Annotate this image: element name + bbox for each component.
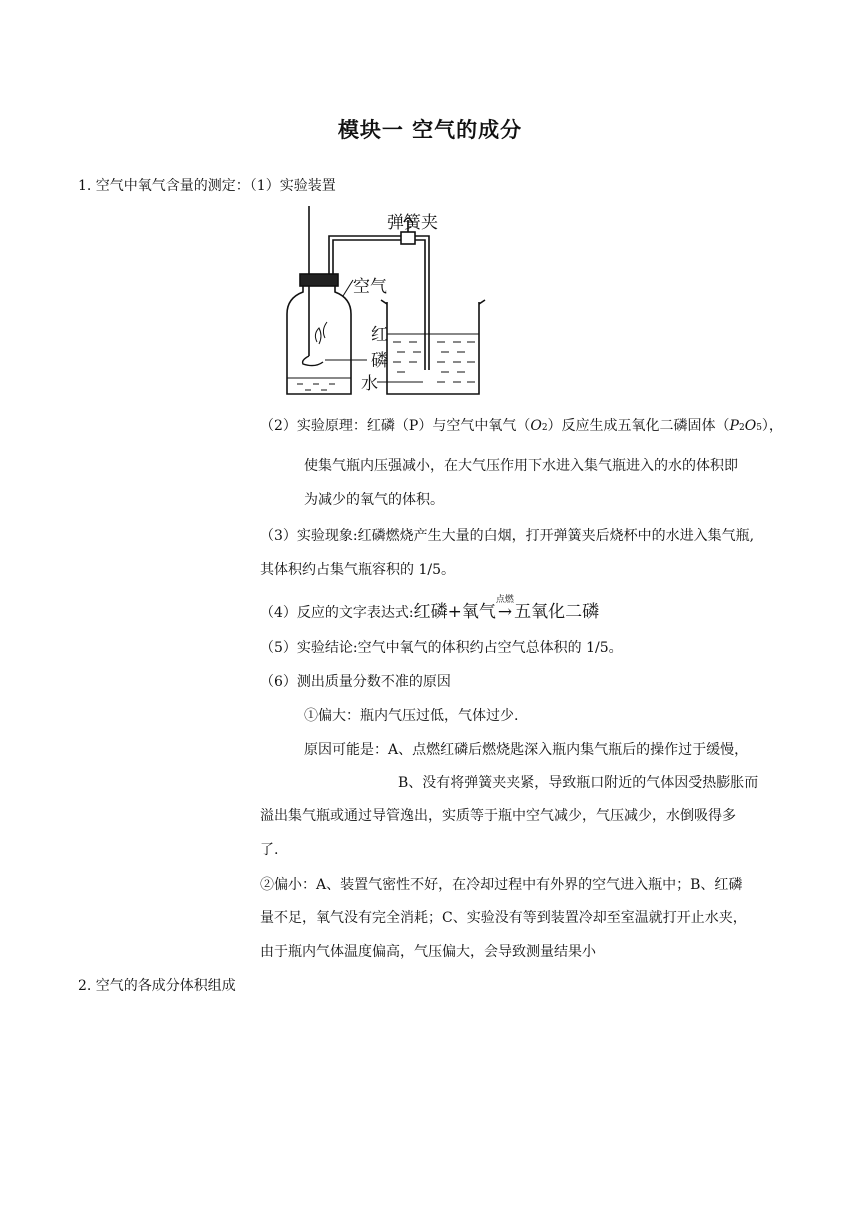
errors-high-b3: 了. [260, 842, 279, 858]
phenomenon-line2: 其体积约占集气瓶容积的 1/5。 [260, 562, 455, 578]
red-label: 红 [371, 325, 388, 345]
apparatus-figure [273, 206, 495, 402]
conclusion: （5）实验结论:空气中氧气的体积约占空气总体积的 1/5。 [260, 640, 623, 656]
water-label: 水 [361, 374, 378, 394]
clamp-label: 弹簧夹 [387, 213, 438, 233]
principle-line1: （2）实验原理：红磷（P）与空气中氧气（O2）反应生成五氧化二磷固体（P2O5）， [260, 418, 783, 434]
equation-line: （4）反应的文字表达式:红磷+氧气 点燃 → 五氧化二磷 [260, 595, 600, 622]
spring-clamp [401, 232, 415, 244]
beaker [387, 302, 479, 394]
errors-high-b2: 溢出集气瓶或通过导管逸出，实质等于瓶中空气减少，气压减少，水倒吸得多 [260, 808, 736, 824]
section1-heading: 1. 空气中氧气含量的测定：（1）实验装置 [78, 178, 336, 194]
errors-low3: 由于瓶内气体温度偏高，气压偏大，会导致测量结果小 [260, 944, 596, 960]
errors-high-a: 原因可能是：A、点燃红磷后燃烧匙深入瓶内集气瓶后的操作过于缓慢， [304, 742, 749, 758]
principle-line3: 为减少的氧气的体积。 [304, 492, 444, 508]
air-label: 空气 [353, 277, 387, 297]
errors-heading: （6）测出质量分数不准的原因 [260, 674, 451, 690]
phenomenon-line1: （3）实验现象:红磷燃烧产生大量的白烟，打开弹簧夹后烧杯中的水进入集气瓶, [260, 528, 755, 544]
errors-low1: ②偏小：A、装置气密性不好，在冷却过程中有外界的空气进入瓶中；B、红磷 [260, 877, 743, 893]
section2-heading: 2. 空气的各成分体积组成 [78, 978, 236, 994]
glass-tube [329, 236, 429, 370]
beaker-water [387, 334, 479, 382]
principle-line2: 使集气瓶内压强减小，在大气压作用下水进入集气瓶进入的水的体积即 [304, 458, 738, 474]
errors-high-heading: ①偏大：瓶内气压过低，气体过少. [304, 708, 519, 724]
errors-low2: 量不足，氧气没有完全消耗；C、实验没有等到装置冷却至室温就打开止水夹， [260, 910, 747, 926]
phosphorus-label: 磷 [371, 351, 388, 371]
page-title: 模块一 空气的成分 [337, 118, 523, 142]
errors-high-b1: B、没有将弹簧夹夹紧，导致瓶口附近的气体因受热膨胀而 [398, 775, 759, 791]
stopper [300, 274, 338, 286]
